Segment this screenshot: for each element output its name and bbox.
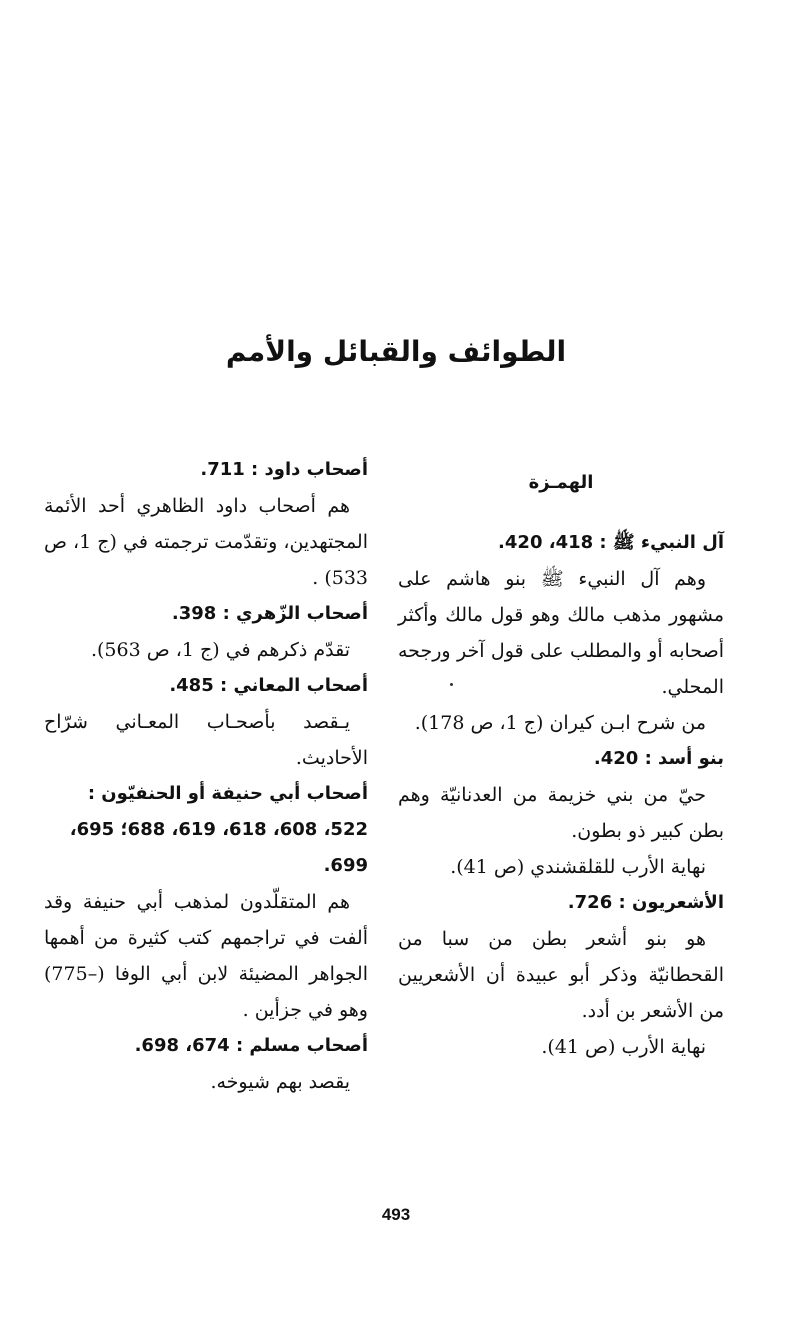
index-entry [44, 1028, 368, 1100]
entry-source: من شرح ابـن كيران (ج 1، ص 178). [414, 712, 706, 734]
index-entry [44, 452, 368, 596]
entry-heading: أصحاب داود : 711. [200, 459, 368, 480]
entry-heading: أصحاب أبي حنيفة أو الحنفيّون : 522، 608، 618، 619، 688؛ 695، 699. [69, 783, 368, 876]
left-column [44, 452, 368, 1100]
scan-speck [450, 683, 453, 686]
entry-heading: آل النبيء ﷺ : 418، 420. [498, 532, 724, 553]
entry-heading: الأشعريون : 726. [567, 892, 724, 913]
index-entry [44, 776, 368, 1028]
entry-heading: أصحاب المعاني : 485. [169, 675, 368, 696]
entry-heading: بنو أسد : 420. [593, 748, 724, 769]
index-entry [398, 525, 724, 741]
index-entry [44, 668, 368, 776]
entry-heading: أصحاب مسلم : 674، 698. [134, 1035, 368, 1056]
page-number: 493 [381, 1205, 411, 1224]
entry-description: هم أصحاب داود الظاهري أحد الأئمة المجتهدين، وتقدّمت ترجمته في (ج 1، ص 533) . [43, 495, 368, 589]
right-column [398, 455, 724, 1065]
entry-description: هم المتقلّدون لمذهب أبي حنيفة وقد ألفت في تراجمهم كتب كثيرة من أهمها الجواهر المضيئة لابن أبي الوفا (–775) وهو في جزأين . [44, 891, 368, 1021]
section-heading: الهمـزة [528, 472, 594, 493]
page-title: الطوائف والقبائل والأمم [225, 335, 567, 368]
index-entry [44, 596, 368, 668]
entry-description: هو بنو أشعر بطن من سبا من القحطانيّة وذكر أبو عبيدة أن الأشعريين من الأشعر بن أدد. [398, 928, 724, 1022]
entry-description: تقدّم ذكرهم في (ج 1، ص 563). [90, 639, 350, 661]
entry-heading: أصحاب الزّهري : 398. [171, 603, 368, 624]
entry-description: يـقصد بأصحـاب المعـاني شرّاح الأحاديث. [44, 711, 368, 769]
entry-description: حيّ من بني خزيمة من العدنانيّة وهم بطن كبير ذو بطون. [398, 784, 724, 842]
entry-source: نهاية الأرب (ص 41). [541, 1036, 706, 1058]
index-entry [398, 741, 724, 885]
entry-description: يقصد بهم شيوخه. [210, 1071, 350, 1093]
entry-description: وهم آل النبيء ﷺ بنو هاشم على مشهور مذهب مالك وهو قول مالك وأكثر أصحابه أو والمطلب على قول آخر ورجحه المحلي. [398, 568, 724, 698]
index-entry [398, 885, 724, 1065]
entry-source: نهاية الأرب للقلقشندي (ص 41). [450, 856, 706, 878]
